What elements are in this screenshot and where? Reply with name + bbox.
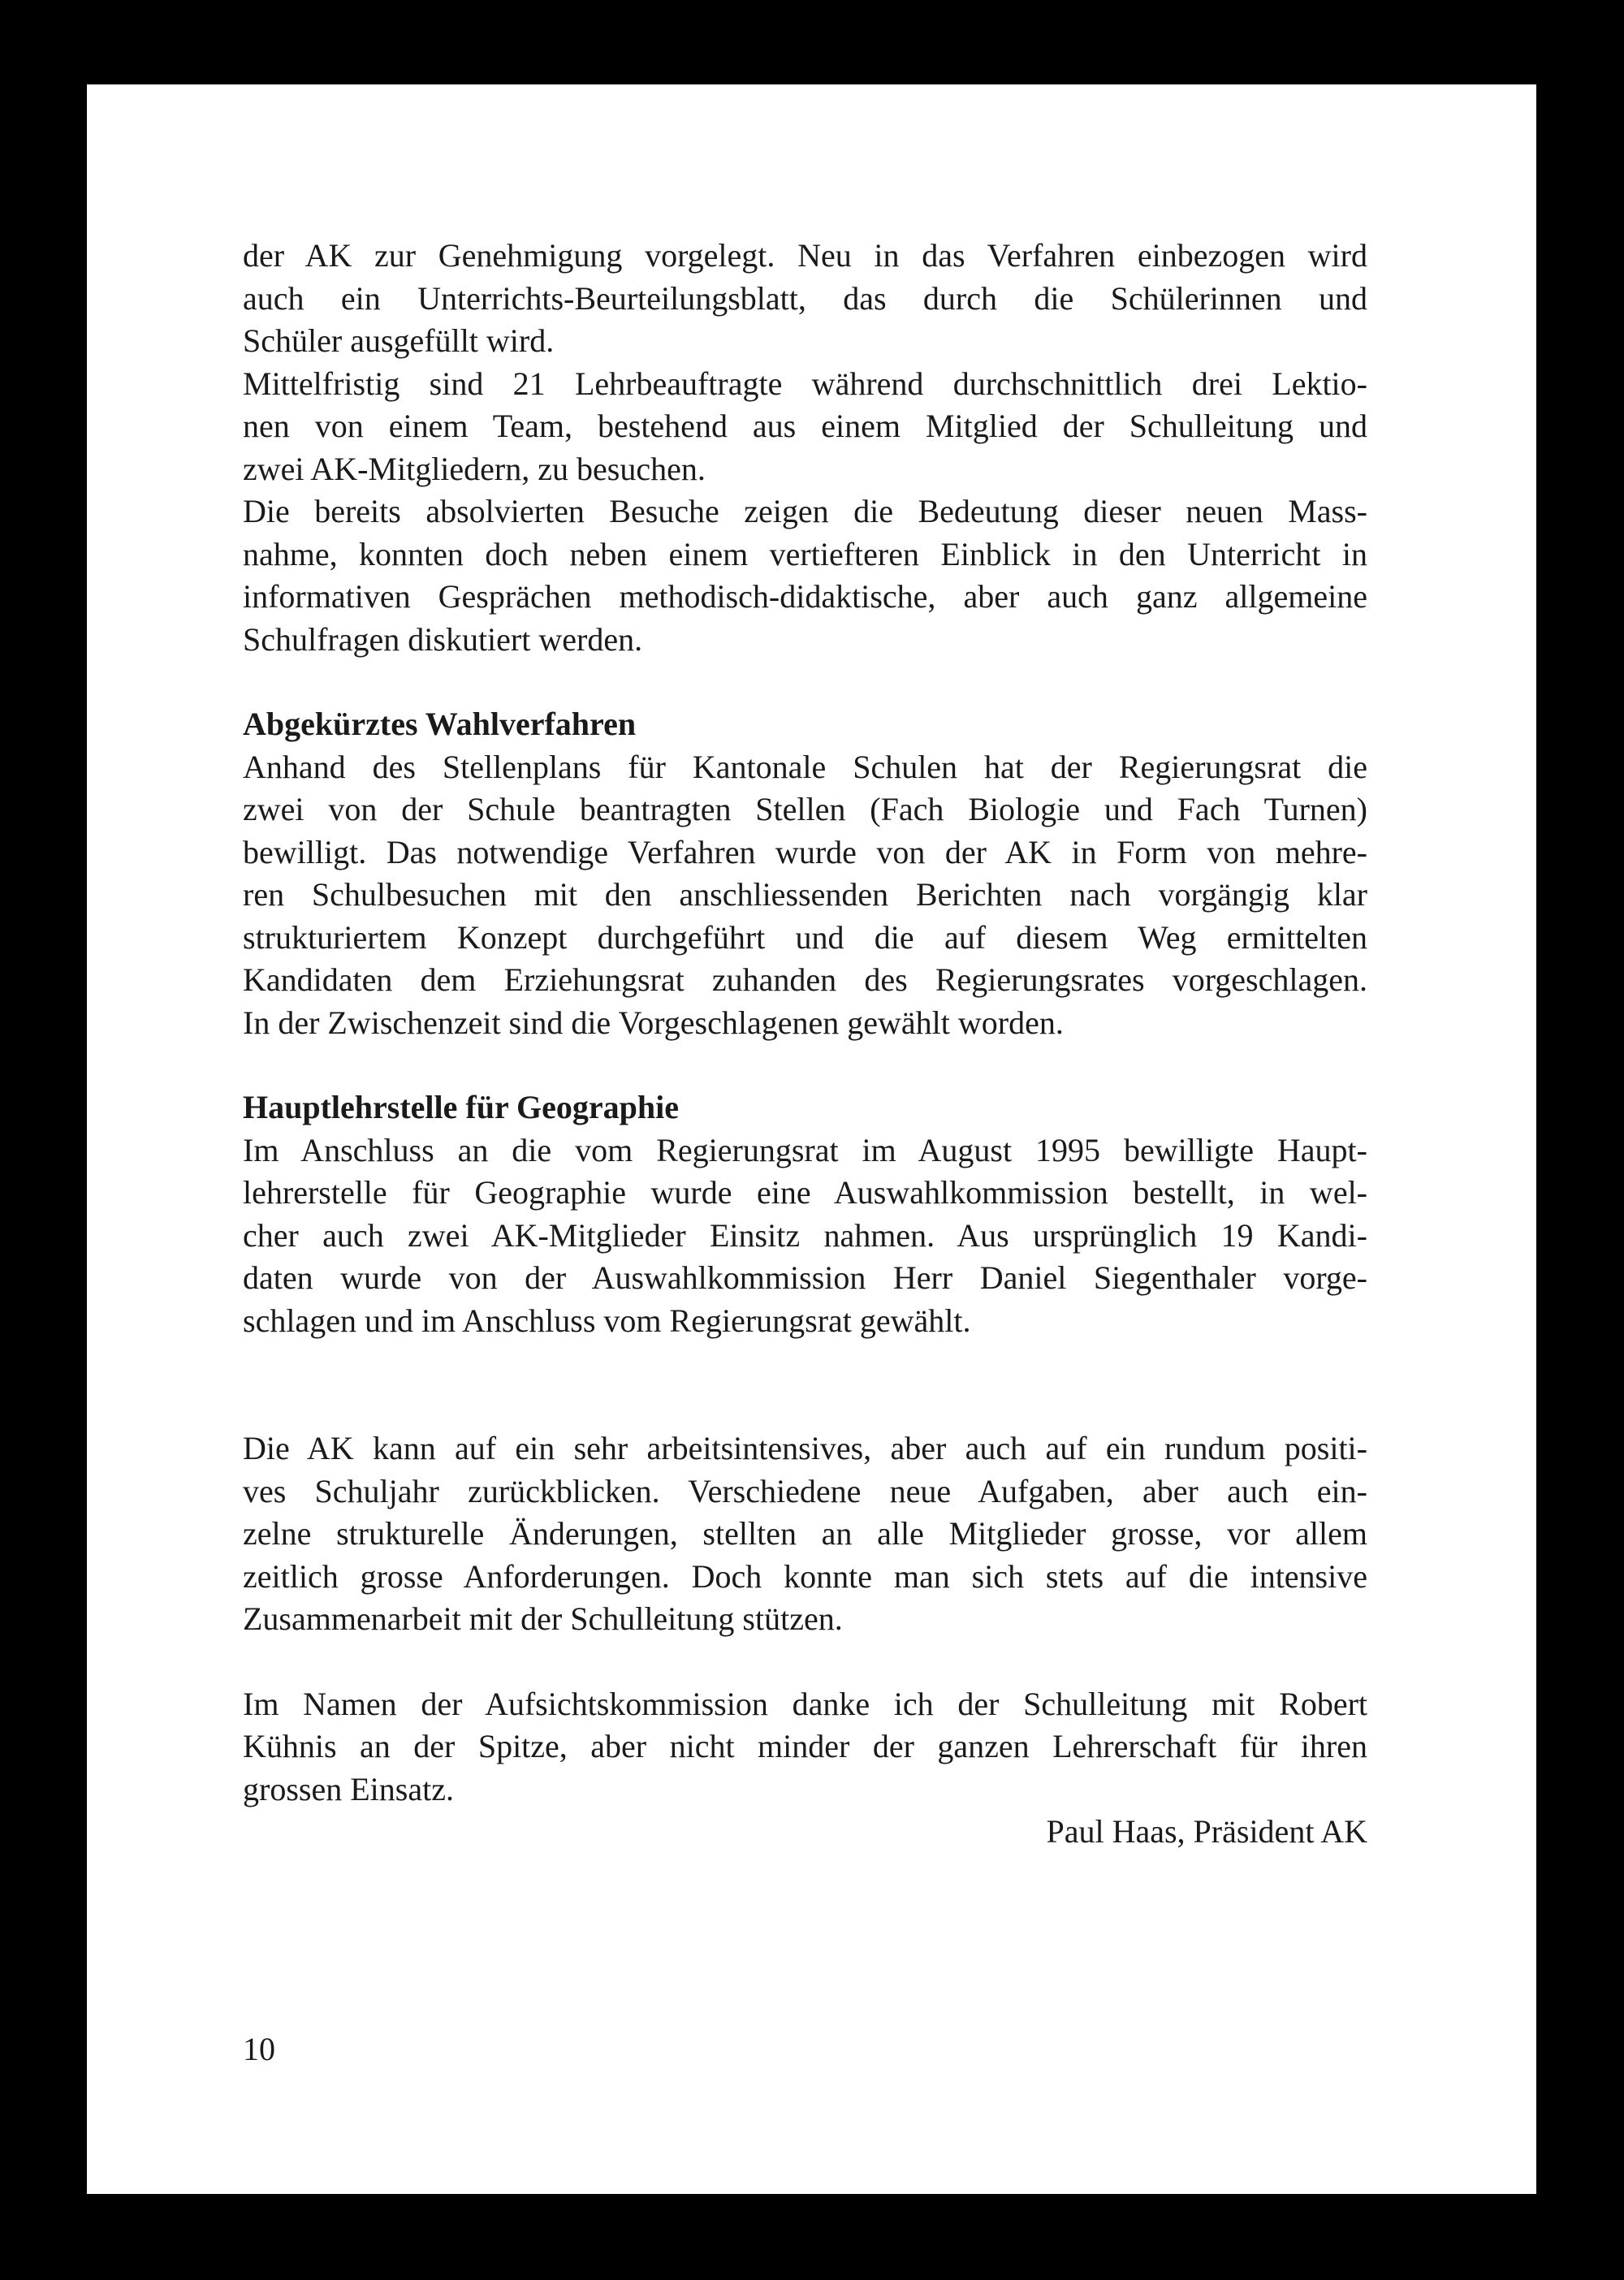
text-line: daten wurde von der Auswahlkommission Herr Daniel Siegenthaler vorge- <box>243 1259 1367 1296</box>
paragraph-3 <box>243 490 1367 661</box>
text-line: Schüler ausgefüllt wird. <box>243 322 555 359</box>
text-line: schlagen und im Anschluss vom Regierungsrat gewählt. <box>243 1302 971 1339</box>
text-line: Mittelfristig sind 21 Lehrbeauftragte während durchschnittlich drei Lektio- <box>243 365 1367 402</box>
section-abgekuerztes-wahlverfahren <box>243 703 1367 1044</box>
section-heading: Abgekürztes Wahlverfahren <box>243 706 637 742</box>
text-line: zwei von der Schule beantragten Stellen (Fach Biologie und Fach Turnen) <box>243 791 1367 827</box>
text-line: Die AK kann auf ein sehr arbeitsintensives, aber auch auf ein rundum positi- <box>243 1430 1367 1466</box>
paragraph-2 <box>243 363 1367 491</box>
text-line: Anhand des Stellenplans für Kantonale Schulen hat der Regierungsrat die <box>243 748 1367 785</box>
spacer <box>243 1044 1367 1086</box>
section-heading: Hauptlehrstelle für Geographie <box>243 1089 679 1125</box>
text-line: ren Schulbesuchen mit den anschliessenden Berichten nach vorgängig klar <box>243 876 1367 913</box>
signature: Paul Haas, Präsident AK <box>1046 1813 1367 1850</box>
text-line: zeitlich grosse Anforderungen. Doch konnte man sich stets auf die intensive <box>243 1557 1367 1595</box>
text-line: auch ein Unterrichts-Beurteilungsblatt, das durch die Schülerinnen und <box>243 279 1367 317</box>
paragraph-1 <box>243 235 1367 363</box>
text-line: strukturiertem Konzept durchgeführt und die auf diesem Weg ermittelten <box>243 918 1367 956</box>
text-line: Die bereits absolvierten Besuche zeigen die Bedeutung dieser neuen Mass- <box>243 493 1367 529</box>
text-line: grossen Einsatz. <box>243 1770 454 1807</box>
text-line: In der Zwischenzeit sind die Vorgeschlagenen gewählt worden. <box>243 1004 1064 1041</box>
text-line: zwei AK-Mitgliedern, zu besuchen. <box>243 450 706 487</box>
text-line: nahme, konnten doch neben einem vertiefteren Einblick in den Unterricht in <box>243 535 1367 572</box>
text-line: ves Schuljahr zurückblicken. Verschiedene neue Aufgaben, aber auch ein- <box>243 1472 1367 1509</box>
text-line: cher auch zwei AK-Mitglieder Einsitz nahmen. Aus ursprünglich 19 Kandi- <box>243 1216 1367 1254</box>
spacer <box>243 1641 1367 1683</box>
text-line: informativen Gesprächen methodisch-didaktische, aber auch ganz allgemeine <box>243 578 1367 615</box>
document-body <box>243 235 1367 1854</box>
text-line: lehrerstelle für Geographie wurde eine Auswahlkommission bestellt, in wel- <box>243 1174 1367 1211</box>
paragraph-4 <box>243 1427 1367 1641</box>
text-line: Kühnis an der Spitze, aber nicht minder der ganzen Lehrerschaft für ihren <box>243 1728 1367 1764</box>
text-line: Im Anschluss an die vom Regierungsrat im August 1995 bewilligte Haupt- <box>243 1131 1367 1168</box>
text-line: der AK zur Genehmigung vorgelegt. Neu in das Verfahren einbezogen wird <box>243 237 1367 274</box>
text-line: zelne strukturelle Änderungen, stellten an alle Mitglieder grosse, vor allem <box>243 1515 1367 1552</box>
text-line: Zusammenarbeit mit der Schulleitung stützen. <box>243 1600 843 1637</box>
text-line: Im Namen der Aufsichtskommission danke ich der Schulleitung mit Robert <box>243 1685 1367 1722</box>
text-line: Schulfragen diskutiert werden. <box>243 620 643 658</box>
section-hauptlehrstelle-geographie <box>243 1086 1367 1342</box>
text-line: bewilligt. Das notwendige Verfahren wurde von der AK in Form von mehre- <box>243 833 1367 870</box>
text-line: Kandidaten dem Erziehungsrat zuhanden des Regierungsrates vorgeschlagen. <box>243 961 1367 998</box>
page-number: 10 <box>243 2031 275 2067</box>
spacer <box>243 1342 1367 1427</box>
spacer <box>243 661 1367 703</box>
text-line: nen von einem Team, bestehend aus einem Mitglied der Schulleitung und <box>243 408 1367 444</box>
document-page <box>87 84 1536 2194</box>
paragraph-5 <box>243 1683 1367 1811</box>
